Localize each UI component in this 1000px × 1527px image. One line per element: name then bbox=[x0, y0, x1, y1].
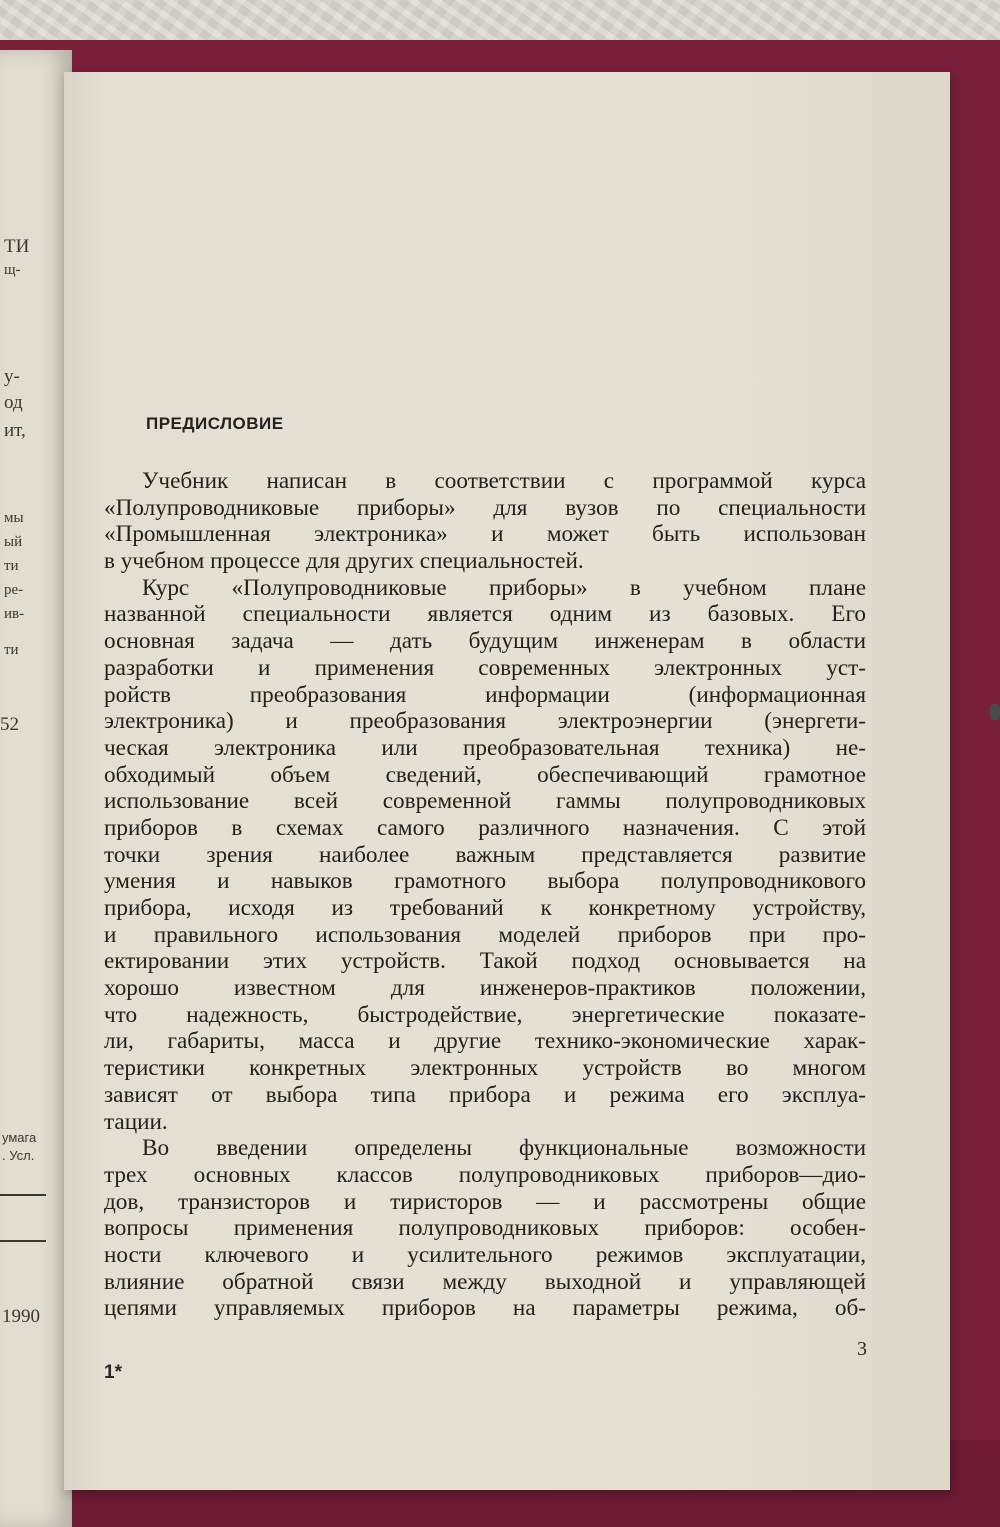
text-line: зависят от выбора типа прибора и режима его эксплуа- bbox=[104, 1081, 866, 1108]
facing-page-fragment: мы bbox=[4, 510, 24, 526]
facing-page-fragment: ти bbox=[4, 558, 19, 574]
text-line: умения и навыков грамотного выбора полупроводникового bbox=[104, 868, 866, 895]
text-line: Курс «Полупроводниковые приборы» в учебном плане bbox=[142, 574, 866, 601]
text-line: ройств преобразования информации (информационная bbox=[104, 681, 866, 708]
text-line: прибора, исходя из требований к конкретному устройству, bbox=[104, 895, 866, 921]
facing-page-rule bbox=[0, 1194, 46, 1196]
facing-page-fragment: ре- bbox=[4, 582, 24, 598]
text-line: основная задача — дать будущим инженерам в области bbox=[104, 628, 866, 655]
text-line: ческая электроника или преобразовательная техника) не- bbox=[104, 734, 866, 761]
facing-page-fragment: ив- bbox=[4, 606, 25, 622]
facing-page-fragment: ый bbox=[4, 534, 23, 550]
text-line: разработки и применения современных электронных уст- bbox=[104, 654, 866, 681]
text-line: Учебник написан в соответствии с программой курса bbox=[142, 468, 866, 494]
text-line: ности ключевого и усилительного режимов эксплуатации, bbox=[104, 1241, 866, 1268]
text-line: ли, габариты, масса и другие технико-экономические харак- bbox=[104, 1028, 866, 1055]
facing-page-fragment: . Усл. bbox=[2, 1148, 35, 1163]
facing-page-fragment: щ- bbox=[4, 262, 21, 278]
facing-page-fragment: у- bbox=[4, 366, 20, 387]
facing-page-fragment: од bbox=[4, 392, 23, 413]
preface-text bbox=[104, 468, 866, 1322]
facing-page-fragment: умага bbox=[2, 1130, 37, 1145]
text-line: трех основных классов полупроводниковых приборов—дио- bbox=[104, 1161, 866, 1188]
facing-page-fragment: ит, bbox=[4, 420, 26, 441]
text-line: названной специальности является одним из базовых. Его bbox=[104, 601, 866, 628]
text-line: теристики конкретных электронных устройств во многом bbox=[104, 1055, 866, 1082]
text-line: «Полупроводниковые приборы» для вузов по специальности bbox=[104, 494, 866, 521]
text-line: ектировании этих устройств. Такой подход основывается на bbox=[104, 948, 866, 975]
text-line: вопросы применения полупроводниковых приборов: особен- bbox=[104, 1215, 866, 1242]
text-line: тации. bbox=[104, 1108, 168, 1135]
page-number: 3 bbox=[857, 1338, 867, 1360]
signature-mark: 1* bbox=[104, 1362, 122, 1383]
text-line: в учебном процессе для других специальностей. bbox=[104, 548, 584, 575]
text-line: точки зрения наиболее важным представляется развитие bbox=[104, 841, 866, 868]
preface-heading: ПРЕДИСЛОВИЕ bbox=[146, 414, 284, 433]
text-line: использование всей современной гаммы полупроводниковых bbox=[104, 788, 866, 815]
text-line: хорошо известном для инженеров-практиков положении, bbox=[104, 975, 866, 1002]
facing-page-fragment: 52 bbox=[0, 714, 19, 735]
facing-page-rule bbox=[0, 1240, 46, 1242]
text-line: и правильного использования моделей приборов при про- bbox=[104, 921, 866, 948]
text-line: Во введении определены функциональные возможности bbox=[142, 1135, 866, 1162]
text-line: «Промышленная электроника» и может быть использован bbox=[104, 521, 866, 548]
text-line: приборов в схемах самого различного назначения. С этой bbox=[104, 814, 866, 841]
text-line: обходимый объем сведений, обеспечивающий грамотное bbox=[104, 761, 866, 788]
facing-page-fragment: ТИ bbox=[4, 236, 30, 257]
text-line: что надежность, быстродействие, энергетические показате- bbox=[104, 1001, 866, 1028]
facing-page-fragment: 1990 bbox=[2, 1306, 40, 1327]
text-line: электроника) и преобразования электроэнергии (энергети- bbox=[104, 708, 866, 735]
facing-page bbox=[0, 50, 72, 1527]
binding-pin bbox=[990, 704, 1000, 720]
text-line: дов, транзисторов и тиристоров — и рассмотрены общие bbox=[104, 1188, 866, 1215]
text-line: влияние обратной связи между выходной и управляющей bbox=[104, 1268, 866, 1295]
text-line: цепями управляемых приборов на параметры режима, об- bbox=[104, 1295, 866, 1322]
facing-page-fragment: ти bbox=[4, 642, 19, 658]
